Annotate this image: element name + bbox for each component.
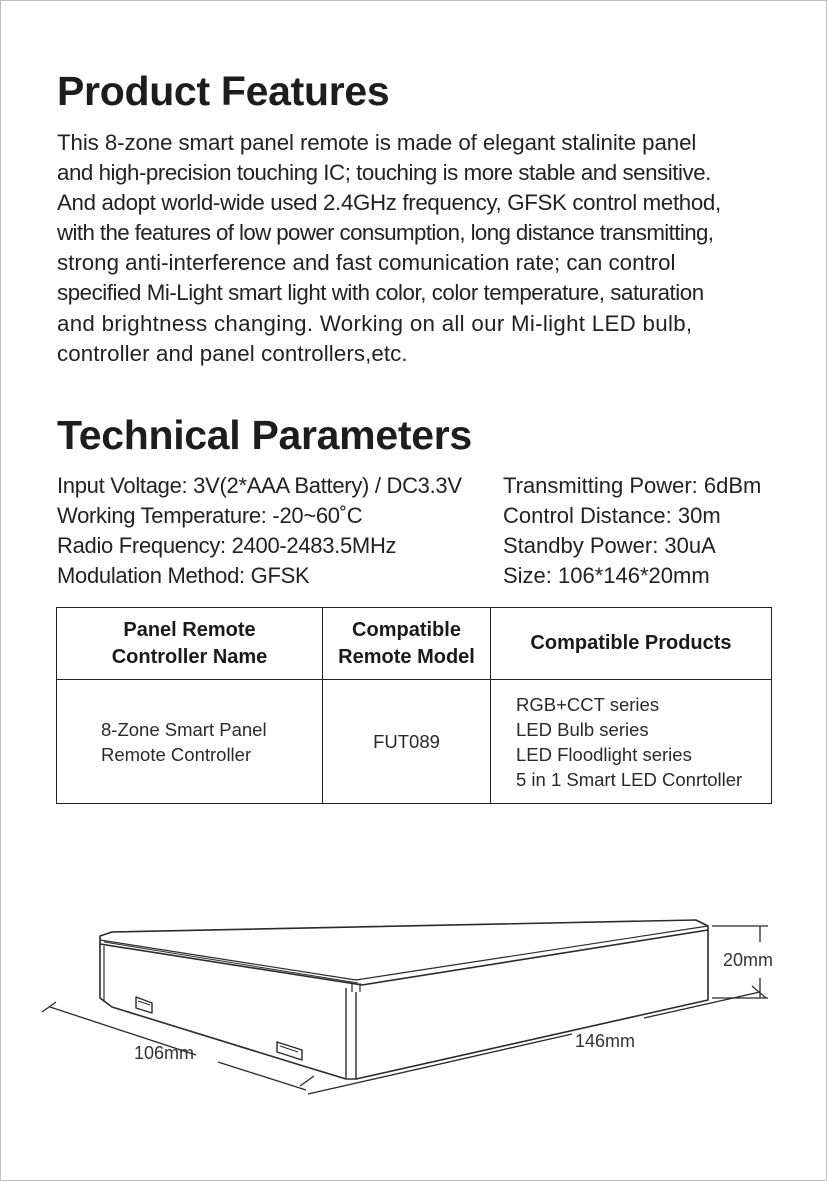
spec-modulation-method: Modulation Method: GFSK <box>57 563 310 588</box>
spec-standby-power: Standby Power: 30uA <box>503 533 716 558</box>
header-line: Compatible Products <box>530 632 732 654</box>
battery-slot-icon <box>277 1042 302 1060</box>
cell-compatible-products <box>491 680 772 804</box>
spec-radio-frequency: Radio Frequency: 2400-2483.5MHz <box>57 533 397 558</box>
cell-line: LED Bulb series <box>516 718 649 740</box>
spec-control-distance: Control Distance: 30m <box>503 503 721 528</box>
header-line: Remote Model <box>338 645 475 668</box>
header-remote-model <box>323 608 491 680</box>
product-features-paragraph <box>57 128 797 369</box>
header-controller-name <box>57 608 323 680</box>
spec-transmitting-power: Transmitting Power: 6dBm <box>503 473 762 498</box>
spec-working-temperature: Working Temperature: -20~60˚C <box>57 503 363 528</box>
spec-size: Size: 106*146*20mm <box>503 563 710 588</box>
paragraph-line: strong anti-interference and fast comunication rate; can control <box>57 250 676 276</box>
paragraph-line: And adopt world-wide used 2.4GHz frequency, GFSK control method, <box>57 190 721 216</box>
table-row <box>57 680 772 804</box>
cell-line: LED Floodlight series <box>516 743 692 765</box>
compatibility-table <box>56 607 772 804</box>
panel-bevel-line <box>104 942 358 983</box>
paragraph-line: with the features of low power consumption, long distance transmitting, <box>57 220 714 246</box>
product-dimension-drawing <box>0 880 827 1130</box>
product-features-heading: Product Features <box>57 68 390 114</box>
paragraph-line: specified Mi-Light smart light with color, color temperature, saturation <box>57 280 704 306</box>
spec-list-left <box>57 471 462 591</box>
spec-list-right <box>503 471 761 591</box>
paragraph-line: and brightness changing. Working on all our Mi-light LED bulb, <box>57 310 693 336</box>
cell-controller-name <box>57 680 323 804</box>
paragraph-line: and high-precision touching IC; touching is more stable and sensitive. <box>57 160 711 186</box>
header-line: Panel Remote <box>123 618 256 641</box>
panel-bevel-line <box>100 926 708 980</box>
cell-line: Remote Controller <box>101 743 252 765</box>
dim-label-width: 106mm <box>134 1043 195 1063</box>
spec-input-voltage: Input Voltage: 3V(2*AAA Battery) / DC3.3V <box>57 473 462 498</box>
header-line: Compatible <box>352 618 461 641</box>
technical-parameters-heading: Technical Parameters <box>57 412 472 458</box>
cell-line: 5 in 1 Smart LED Conrtoller <box>516 768 743 790</box>
paragraph-line: controller and panel controllers,etc. <box>57 340 408 366</box>
cell-line: RGB+CCT series <box>516 693 660 715</box>
header-line: Controller Name <box>111 645 268 668</box>
vertical-corner-edge <box>346 988 356 1079</box>
header-compatible-products <box>491 608 772 680</box>
paragraph-line: This 8-zone smart panel remote is made of elegant stalinite panel <box>57 130 697 155</box>
table-header-row <box>57 608 772 680</box>
dim-label-height: 20mm <box>723 950 774 970</box>
panel-top-outline <box>100 920 708 985</box>
cell-line: 8-Zone Smart Panel <box>101 718 267 740</box>
dim-label-length: 146mm <box>575 1031 636 1051</box>
cell-remote-model: FUT089 <box>323 680 491 804</box>
battery-slot-icon <box>280 1046 298 1052</box>
